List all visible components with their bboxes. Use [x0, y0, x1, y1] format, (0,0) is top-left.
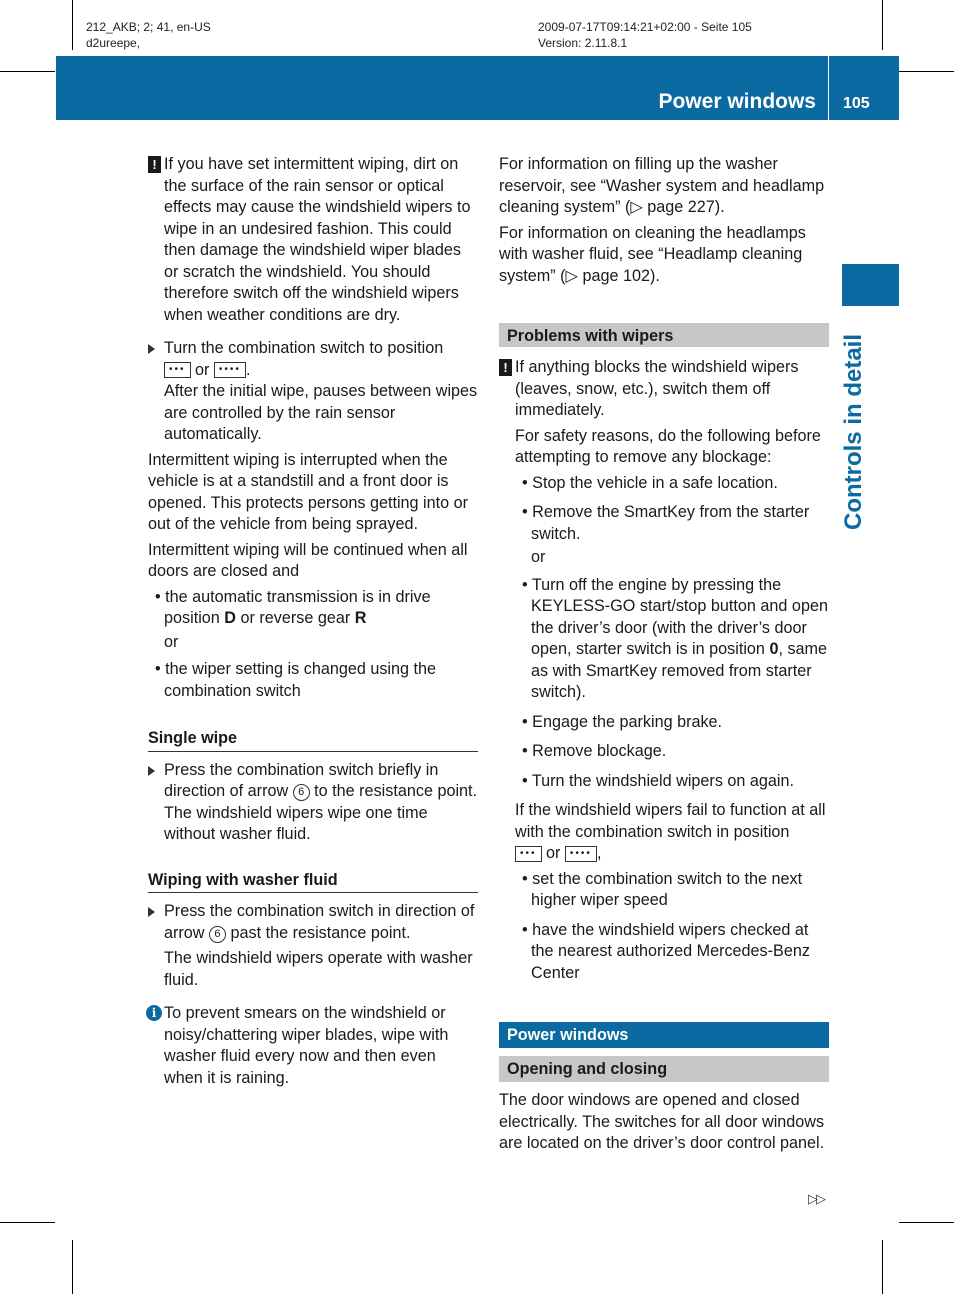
intermittent-wipe-symbol-2: •••• — [565, 846, 597, 862]
bullet-item: • Stop the vehicle in a safe location. — [522, 473, 778, 492]
arrow-6-callout: 6 — [209, 926, 226, 943]
position-zero: 0 — [769, 640, 779, 658]
paragraph: For information on filling up the washer reservoir, see “Washer system and headlamp cleaning system” (▷ page 227). — [499, 155, 825, 216]
bullet-text: , same as with SmartKey removed from starter switch). — [531, 640, 828, 701]
bullet-text: Stop the vehicle in a safe location. — [532, 473, 778, 492]
section-heading-power-windows: Power windows — [499, 1022, 829, 1048]
warning-note — [148, 154, 478, 326]
instruction-step — [148, 901, 478, 944]
intermittent-wipe-symbol-2: •••• — [214, 362, 246, 378]
info-icon: i — [146, 1005, 162, 1021]
bullet-item: • Engage the parking brake. — [522, 712, 723, 731]
bullet-text: Remove blockage. — [532, 742, 667, 760]
step-result: After the initial wipe, pauses between wipes are controlled by the rain sensor automatically. — [164, 382, 478, 443]
step-text: Press the combination switch in direction of arrow — [164, 902, 475, 942]
step-text: Press the combination switch briefly in direction of arrow — [164, 760, 439, 800]
section-heading: Wiping with washer fluid — [148, 870, 478, 894]
crop-mark — [0, 71, 55, 72]
bullet-item: • the automatic transmission is in drive position D or reverse gear R — [155, 587, 431, 627]
crop-mark — [0, 1222, 55, 1223]
bullet-item: • Turn the windshield wipers on again. — [522, 771, 795, 790]
bullet-item: • the wiper setting is changed using the combination switch — [155, 660, 437, 700]
section-heading: Single wipe — [148, 728, 478, 752]
step-result: The windshield wipers operate with washer fluid. — [164, 949, 473, 989]
left-column — [148, 154, 478, 1093]
crop-mark — [899, 71, 954, 72]
bullet-text: the automatic transmission is in drive position — [164, 587, 431, 627]
crop-mark — [899, 1222, 954, 1223]
intermittent-wipe-symbol: ••• — [515, 846, 542, 862]
bullet-item: • set the combination switch to the next higher wiper speed — [522, 869, 803, 909]
print-meta-right — [538, 19, 752, 51]
or-text: or — [195, 360, 210, 379]
bullet-text: have the windshield wipers checked at the nearest authorized Mercedes-Benz Center — [531, 920, 810, 982]
bullet-text: set the combination switch to the next higher wiper speed — [531, 869, 803, 909]
bullet-text: Turn the windshield wipers on again. — [531, 771, 795, 790]
bullet-text: Remove the SmartKey from the starter switch. — [531, 503, 810, 543]
bullet-text: or reverse gear — [240, 609, 351, 627]
subsection-heading-opening: Opening and closing — [499, 1056, 829, 1082]
crop-mark — [72, 1240, 73, 1294]
paragraph-text: If the windshield wipers fail to function at all with the combination switch in position — [515, 801, 826, 841]
meta-left-line1: 212_AKB; 2; 41, en-US — [86, 20, 211, 34]
chapter-tab — [842, 264, 899, 306]
warning-note — [499, 357, 829, 422]
paragraph: Intermittent wiping will be continued when all doors are closed and — [148, 540, 468, 580]
print-meta-left — [86, 19, 211, 51]
warning-text: If anything blocks the windshield wipers (leaves, snow, etc.), switch them off immediately. — [515, 358, 799, 419]
warning-icon: ! — [148, 156, 161, 173]
intermittent-wipe-symbol: ••• — [164, 362, 191, 378]
or-text: or — [531, 548, 546, 566]
chapter-label: Controls in detail — [840, 333, 867, 530]
bullet-item: • Remove blockage. — [522, 742, 667, 760]
or-text: or — [164, 632, 179, 651]
gear-r: R — [354, 609, 367, 627]
or-text: or — [546, 844, 561, 862]
blockage-list — [499, 473, 829, 793]
meta-right-line1: 2009-07-17T09:14:21+02:00 - Seite 105 — [538, 20, 752, 34]
instruction-step — [148, 760, 478, 846]
gear-d: D — [224, 609, 236, 627]
fail-list — [499, 869, 829, 985]
section-heading-problems: Problems with wipers — [499, 323, 829, 347]
step-text: Turn the combination switch to position — [164, 339, 444, 357]
page-number: 105 — [843, 95, 870, 112]
page-title: Power windows — [658, 90, 816, 113]
step-text: past the resistance point. — [230, 923, 411, 942]
right-column — [499, 154, 829, 1159]
step-arrow-icon — [148, 766, 155, 776]
paragraph: The door windows are opened and closed electrically. The switches for all door windows are located on the driver’s door control panel. — [499, 1091, 825, 1152]
continued-arrow-icon: ▷▷ — [808, 1191, 824, 1206]
paragraph: Intermittent wiping is interrupted when the vehicle is at a standstill and a front door is opened. This protects persons getting into or out of the vehicle from being sprayed. — [148, 450, 469, 533]
meta-right-line2: Version: 2.11.8.1 — [538, 36, 628, 50]
step-text: to the resistance point. — [314, 782, 478, 800]
crop-mark — [882, 0, 883, 50]
info-note — [148, 1003, 478, 1089]
step-arrow-icon — [148, 907, 155, 917]
bullet-item: • have the windshield wipers checked at the nearest authorized Mercedes-Benz Center — [522, 920, 810, 982]
crop-mark — [72, 0, 73, 50]
bullet-text: Engage the parking brake. — [532, 712, 723, 731]
bullet-item: • Remove the SmartKey from the starter switch. — [522, 503, 810, 543]
instruction-step: Turn the combination switch to position ••• or •••• . After the initial wipe, pauses between wipes are controlled by the rain sensor automatically. — [148, 338, 478, 446]
warning-text: If you have set intermittent wiping, dirt on the surface of the rain sensor or optical effects may cause the windshield wipers to wipe in an undesired fashion. This could then damage the windshield wiper blades or scratch the windshield. You should therefore switch off the windshield wipers when weather conditions are dry. — [164, 155, 471, 324]
info-text: To prevent smears on the windshield or noisy/chattering wiper blades, wipe with washer fluid every now and then even when it is raining. — [164, 1004, 449, 1087]
paragraph: For information on cleaning the headlamps with washer fluid, see “Headlamp cleaning system” (▷ page 102). — [499, 223, 806, 285]
paragraph: For safety reasons, do the following before attempting to remove any blockage: — [515, 426, 821, 466]
step-arrow-icon — [148, 344, 155, 354]
step-result: The windshield wipers wipe one time without washer fluid. — [164, 803, 428, 843]
arrow-6-callout: 6 — [293, 784, 310, 801]
bullet-text: Turn off the engine by pressing the KEYLESS-GO start/stop button and open the driver’s door (with the driver’s door open, starter switch is in position — [531, 575, 828, 658]
bullet-item: • Turn off the engine by pressing the KEYLESS-GO start/stop button and open the driver’s door (with the driver’s door open, starter switch is in position 0, same as with SmartKey removed from starter switch). — [522, 575, 828, 701]
warning-icon: ! — [499, 359, 512, 376]
crop-mark — [882, 1240, 883, 1294]
paragraph: If the windshield wipers fail to function at all with the combination switch in position ••• or •••• , — [515, 801, 826, 862]
meta-left-line2: d2ureepe, — [86, 36, 141, 50]
bullet-text: the wiper setting is changed using the combination switch — [164, 660, 437, 700]
